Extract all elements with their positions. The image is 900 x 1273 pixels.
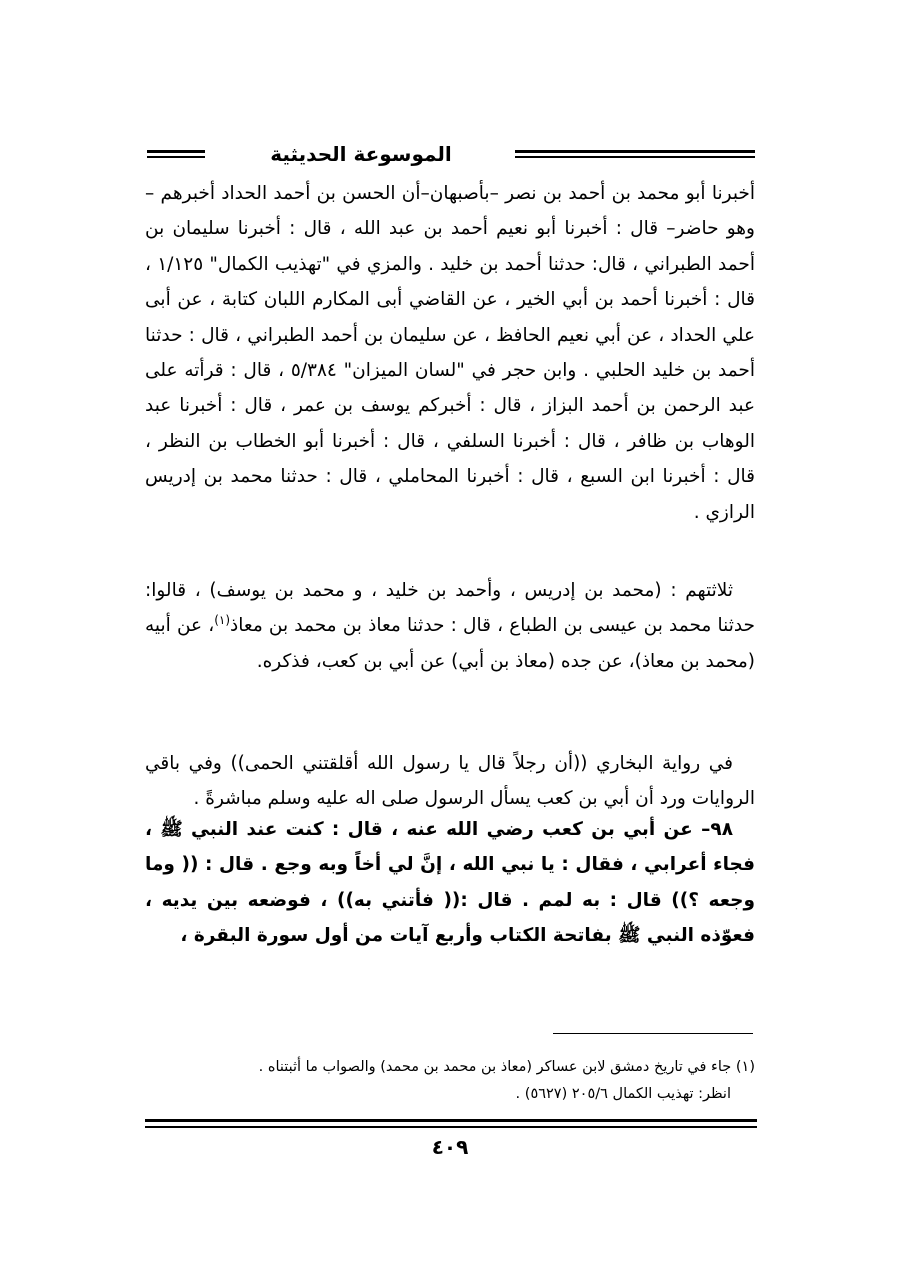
header-rule-right [515, 150, 755, 158]
paragraph-hadith: ٩٨– عن أبي بن كعب رضي الله عنه ، قال : كنت عند النبي ﷺ ، فجاء أعرابي ، فقال : يا نبي الله ، إنَّ لي أخاً وبه وجع . قال : (( وما وجعه ؟)) قال : به لمم . قال :(( فأتني به)) ، فوضعه بين يديه ، فعوّذه النبي ﷺ بفاتحة الكتاب وأربع آيات من أول سورة البقرة ، [145, 819, 755, 947]
footnote-marker[interactable]: (١) [214, 613, 231, 628]
paragraph-thalathat-text: ثلاثتهم : (محمد بن إدريس ، وأحمد بن خليد ، و محمد بن يوسف) ، قالوا: حدثنا محمد بن عيسى بن الطباع ، قال : حدثنا معاذ بن محمد بن معاذ [145, 580, 755, 637]
paragraph-thalathat-text-end: ، عن أبيه (محمد بن معاذ)، عن جده (معاذ بن أبي) عن أبي بن كعب، فذكره. [145, 615, 755, 672]
paragraph-thalathat [145, 573, 755, 717]
header-title: الموسوعة الحديثية [270, 142, 452, 166]
header-rule-left [147, 150, 205, 158]
footnote-separator [553, 1033, 753, 1034]
footnote-1: (١) جاء في تاريخ دمشق لابن عساكر (معاذ بن محمد بن محمد) والصواب ما أثبتناه . [258, 1059, 755, 1075]
running-header [145, 140, 755, 176]
page-number: ٤٠٩ [431, 1135, 469, 1159]
paragraph-isnad: أخبرنا أبو محمد بن أحمد بن نصر –بأصبهان–أن الحسن بن أحمد الحداد أخبرهم –وهو حاضر– قال : أخبرنا أبو نعيم أحمد بن عبد الله ، قال : أخبرنا سليمان بن أحمد الطبراني ، قال: حدثنا أحمد بن خليد . والمزي في "تهذيب الكمال" ١/١٢٥ ، قال : أخبرنا أحمد بن أبي الخير ، عن القاضي أبى المكارم اللبان كتابة ، عن أبى علي الحداد ، عن أبي نعيم الحافظ ، عن سليمان بن أحمد الطبراني ، قال : حدثنا أحمد بن خليد الحلبي . وابن حجر في "لسان الميزان" ٥/٣٨٤ ، قال : قرأته على عبد الرحمن بن أحمد البزاز ، قال : أخبركم يوسف بن عمر ، قال : أخبرنا عبد الوهاب بن ظافر ، قال : أخبرنا السلفي ، قال : أخبرنا أبو الخطاب بن النظر ، قال : أخبرنا ابن السبع ، قال : أخبرنا المحاملي ، قال : حدثنا محمد بن إدريس الرازي . [145, 183, 755, 523]
footer-rule [145, 1119, 757, 1128]
footnote-2: انظر: تهذيب الكمال ٢٠٥/٦ (٥٦٢٧) . [515, 1086, 731, 1102]
paragraph-riwaya: في رواية البخاري ((أن رجلاً قال يا رسول الله أقلقتني الحمى)) وفي باقي الروايات ورد أن أبي بن كعب يسأل الرسول صلى اله عليه وسلم مباشرةً . [145, 753, 755, 810]
